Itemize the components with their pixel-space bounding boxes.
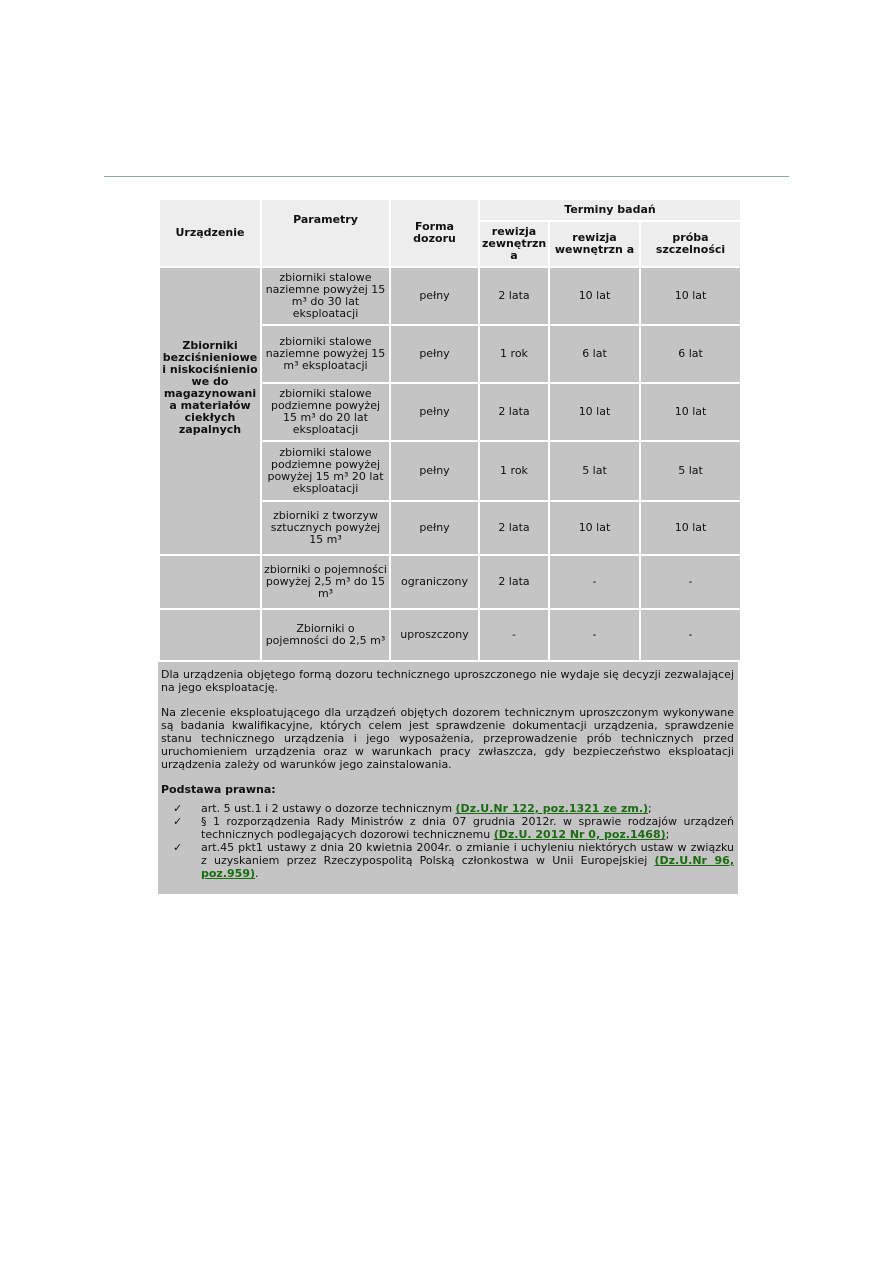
tightness-cell: -	[641, 556, 740, 608]
params-cell: zbiorniki stalowe podziemne powyżej powyżej 15 m³ 20 lat eksploatacji	[262, 442, 389, 500]
params-cell: zbiorniki stalowe naziemne powyżej 15 m³ do 30 lat eksploatacji	[262, 268, 389, 324]
tightness-cell: 10 lat	[641, 502, 740, 554]
list-item	[173, 841, 734, 880]
internal-cell: 10 lat	[550, 502, 639, 554]
form-cell: pełny	[391, 384, 478, 440]
tightness-cell: -	[641, 610, 740, 660]
empty-device-cell	[160, 556, 260, 608]
internal-cell: -	[550, 556, 639, 608]
tightness-cell: 5 lat	[641, 442, 740, 500]
check-icon: ✓	[173, 802, 183, 815]
internal-cell: -	[550, 610, 639, 660]
device-group-cell: Zbiorniki bezciśnieniowe i niskociśnienio we do magazynowani a materiałów ciekłych zapalnych	[160, 268, 260, 554]
external-cell: -	[480, 610, 548, 660]
inspection-panel	[158, 198, 738, 894]
internal-cell: 6 lat	[550, 326, 639, 382]
legal-tail: ;	[648, 802, 652, 815]
external-cell: 2 lata	[480, 384, 548, 440]
legal-basis-heading: Podstawa prawna:	[161, 783, 276, 796]
params-cell: zbiorniki o pojemności powyżej 2,5 m³ do 15 m³	[262, 556, 389, 608]
header-tightness-test: próba szczelności	[641, 222, 740, 266]
form-cell: uproszczony	[391, 610, 478, 660]
legal-text: § 1 rozporządzenia Rady Ministrów z dnia 07 grudnia 2012r. w sprawie rodzajów urządzeń technicznych podlegających dozorowi technicznemu	[201, 815, 734, 841]
legal-reference-link[interactable]: (Dz.U. 2012 Nr 0, poz.1468)	[493, 828, 666, 841]
external-cell: 1 rok	[480, 442, 548, 500]
list-item	[173, 815, 734, 841]
params-cell: zbiorniki z tworzyw sztucznych powyżej 15 m³	[262, 502, 389, 554]
legal-reference-link[interactable]: (Dz.U.Nr 96, poz.959)	[201, 854, 734, 880]
form-cell: pełny	[391, 326, 478, 382]
header-device: Urządzenie	[160, 200, 260, 266]
header-terms: Terminy badań	[480, 200, 740, 220]
legal-text: art.45 pkt1 ustawy z dnia 20 kwietnia 2004r. o zmianie i uchyleniu niektórych ustaw w związku z uzyskaniem przez Rzeczypospolitą Polską członkostwa w Unii Europejskiej	[201, 841, 734, 867]
internal-cell: 10 lat	[550, 384, 639, 440]
external-cell: 1 rok	[480, 326, 548, 382]
notes-section	[158, 662, 738, 894]
list-item	[173, 802, 734, 815]
inspection-terms-table	[158, 198, 742, 662]
legal-tail: .	[255, 867, 259, 880]
form-cell: ograniczony	[391, 556, 478, 608]
note-qualification-tests: Na zlecenie eksploatującego dla urządzeń objętych dozorem technicznym uproszczonym wykonywane są badania kwalifikacyjne, których celem jest sprawdzenie dokumentacji urządzenia, sprawdzenie stanu technicznego urządzenia i jego wyposażenia, przeprowadzenie prób technicznych przed uruchomieniem urządzenia oraz w warunkach pracy zwłaszcza, gdy bezpieczeństwo eksploatacji urządzenia zależy od warunków jego zainstalowania.	[161, 706, 734, 771]
external-cell: 2 lata	[480, 556, 548, 608]
params-cell: zbiorniki stalowe podziemne powyżej 15 m³ do 20 lat eksploatacji	[262, 384, 389, 440]
tightness-cell: 10 lat	[641, 384, 740, 440]
form-cell: pełny	[391, 502, 478, 554]
legal-tail: ;	[665, 828, 670, 841]
empty-device-cell	[160, 610, 260, 660]
table-row	[160, 610, 740, 660]
note-simplified-supervision: Dla urządzenia objętego formą dozoru technicznego uproszczonego nie wydaje się decyzji zezwalającej na jego eksploatację.	[161, 668, 734, 694]
internal-cell: 5 lat	[550, 442, 639, 500]
table-row	[160, 268, 740, 324]
check-icon: ✓	[173, 815, 183, 828]
table-row	[160, 556, 740, 608]
header-external-inspection: rewizja zewnętrzn a	[480, 222, 548, 266]
legal-basis-list	[161, 802, 734, 880]
header-form: Forma dozoru	[391, 200, 478, 266]
horizontal-rule	[104, 176, 789, 177]
tightness-cell: 10 lat	[641, 268, 740, 324]
header-params: Parametry	[262, 200, 389, 266]
params-cell: zbiorniki stalowe naziemne powyżej 15 m³ eksploatacji	[262, 326, 389, 382]
internal-cell: 10 lat	[550, 268, 639, 324]
tightness-cell: 6 lat	[641, 326, 740, 382]
form-cell: pełny	[391, 442, 478, 500]
external-cell: 2 lata	[480, 268, 548, 324]
params-cell: Zbiorniki o pojemności do 2,5 m³	[262, 610, 389, 660]
legal-text: art. 5 ust.1 i 2 ustawy o dozorze technicznym	[201, 802, 456, 815]
check-icon: ✓	[173, 841, 183, 854]
form-cell: pełny	[391, 268, 478, 324]
external-cell: 2 lata	[480, 502, 548, 554]
legal-reference-link[interactable]: (Dz.U.Nr 122, poz.1321 ze zm.)	[455, 802, 649, 815]
header-internal-inspection: rewizja wewnętrzn a	[550, 222, 639, 266]
